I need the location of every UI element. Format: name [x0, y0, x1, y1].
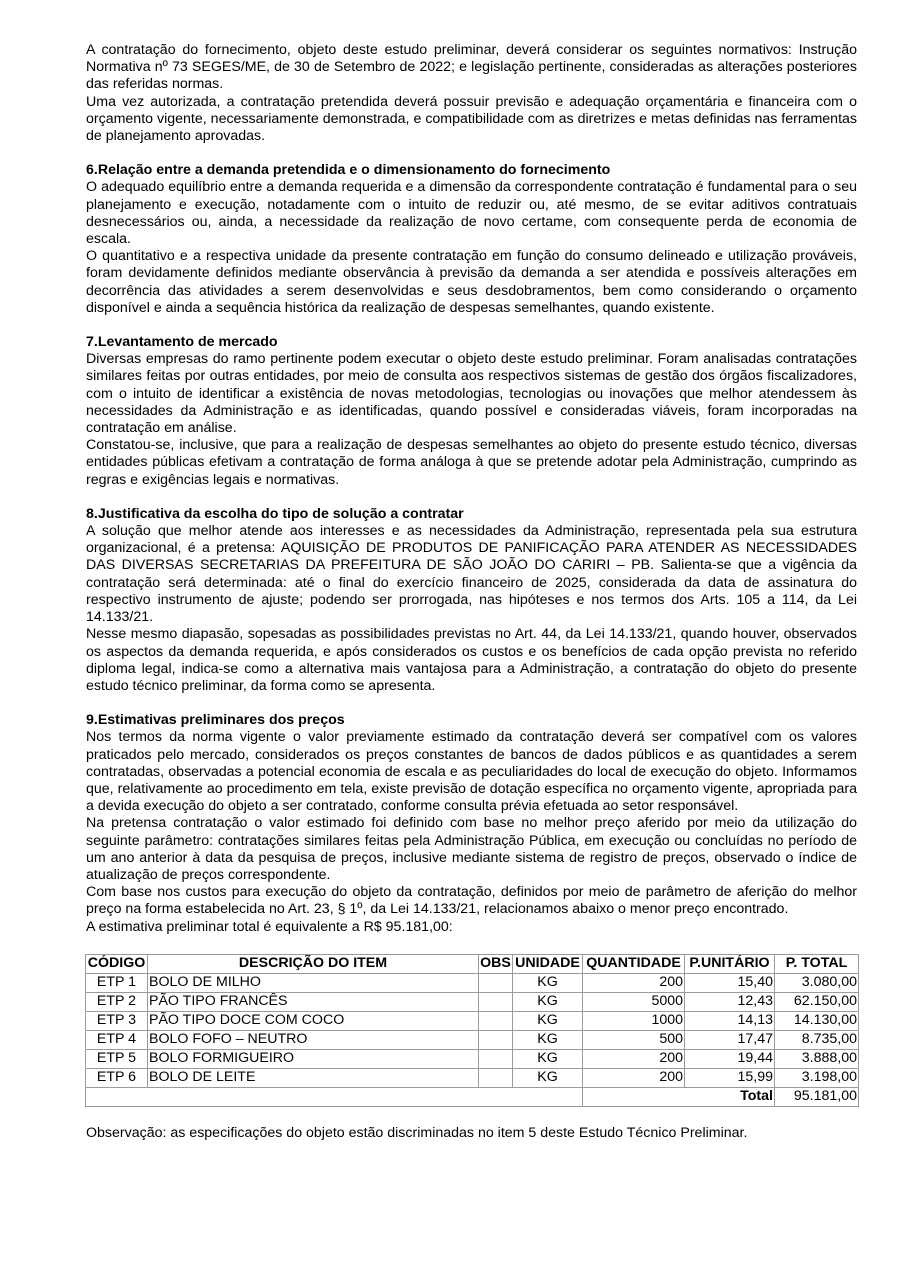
section-paragraph: Na pretensa contratação o valor estimado foi definido com base no melhor preço aferido por meio da utilização do seguinte parâmetro: contratações similares feitas pela Administração Pública, em execução ou concluídas no período de um ano anterior à data da pesquisa de preços, inclusive mediante sistema de registro de preços, observado o índice de atualização de preços correspondente. [86, 815, 857, 883]
section-paragraph: A estimativa preliminar total é equivalente a R$ 95.181,00: [86, 918, 453, 935]
code-cell: ETP 3 [86, 1011, 148, 1030]
unit-price-cell: 12,43 [685, 992, 775, 1011]
section-paragraph: O adequado equilíbrio entre a demanda requerida e a dimensão da correspondente contratação é fundamental para o seu planejamento e execução, notadamente com o intuito de reduzir ou, até mesmo, de se evitar aditivos contratuais desnecessários ou, ainda, a necessidade da realização de novo certame, com consequente perda de economia de escala. [86, 179, 857, 248]
header-cell: DESCRIÇÃO DO ITEM [148, 954, 479, 973]
section-paragraph: Diversas empresas do ramo pertinente podem executar o objeto deste estudo preliminar. Foram analisadas contratações similares feitas por outras entidades, por meio de consulta aos respectivos sistemas de gestão dos órgãos fiscalizadores, com o intuito de identificar a existência de novas metodologias, tecnologias ou inovações que melhor atendessem às necessidades da Administração e as identificadas, quando possível e consideradas viáveis, foram incorporadas na contratação em análise. [86, 351, 857, 437]
intro-paragraph: A contratação do fornecimento, objeto deste estudo preliminar, deverá considerar os seguintes normativos: Instrução Normativa nº 73 SEGES/ME, de 30 de Setembro de 2022; e legislação pertinente, consideradas as alterações posteriores das referidas normas. [86, 42, 857, 93]
obs-cell [479, 1030, 513, 1049]
section-paragraph: O quantitativo e a respectiva unidade da presente contratação em função do consumo delineado e utilização prováveis, foram devidamente definidos mediante observância à previsão da demanda a ser atendida e possíveis alterações em decorrência das atividades a serem desenvolvidas e seus desdobramentos, bem como considerando o orçamento disponível e ainda a sequência histórica da realização de despesas semelhantes, quando existente. [86, 248, 857, 316]
unit-cell: KG [513, 992, 583, 1011]
code-cell: ETP 1 [86, 973, 148, 992]
document-page [86, 42, 857, 1142]
obs-cell [479, 973, 513, 992]
description-cell: BOLO DE MILHO [148, 973, 479, 992]
total-price-cell: 3.080,00 [775, 973, 859, 992]
header-cell: P. TOTAL [775, 954, 859, 973]
unit-cell: KG [513, 1030, 583, 1049]
total-price-cell: 62.150,00 [775, 992, 859, 1011]
table-row [86, 1030, 859, 1049]
section-title: 6.Relação entre a demanda pretendida e o dimensionamento do fornecimento [86, 162, 611, 179]
section-title: 9.Estimativas preliminares dos preços [86, 712, 345, 729]
description-cell: BOLO FOFO – NEUTRO [148, 1030, 479, 1049]
obs-cell [479, 1011, 513, 1030]
total-value: 95.181,00 [775, 1087, 859, 1106]
intro-paragraph: Uma vez autorizada, a contratação pretendida deverá possuir previsão e adequação orçamentária e financeira com o orçamento vigente, necessariamente demonstrada, e compatibilidade com as diretrizes e metas definidas nas ferramentas de planejamento aprovadas. [86, 93, 857, 145]
description-cell: PÃO TIPO DOCE COM COCO [148, 1011, 479, 1030]
section-title: 7.Levantamento de mercado [86, 334, 278, 351]
total-price-cell: 3.888,00 [775, 1049, 859, 1068]
total-price-cell: 14.130,00 [775, 1011, 859, 1030]
table-row [86, 1049, 859, 1068]
code-cell: ETP 6 [86, 1068, 148, 1087]
total-label: Total [583, 1087, 775, 1106]
header-cell: P.UNITÁRIO [685, 954, 775, 973]
header-cell: QUANTIDADE [583, 954, 685, 973]
header-cell: OBS [480, 955, 511, 972]
total-price-cell: 3.198,00 [775, 1068, 859, 1087]
unit-price-cell: 19,44 [685, 1049, 775, 1068]
description-cell: BOLO DE LEITE [148, 1068, 479, 1087]
section-paragraph: Com base nos custos para execução do objeto da contratação, definidos por meio de parâmetro de aferição do melhor preço na forma estabelecida no Art. 23, § 1º, da Lei 14.133/21, relacionamos abaixo o menor preço encontrado. [86, 884, 857, 918]
quantity-cell: 500 [583, 1030, 685, 1049]
total-price-cell: 8.735,00 [775, 1030, 859, 1049]
table-row [86, 973, 859, 992]
section-paragraph: Constatou-se, inclusive, que para a realização de despesas semelhantes ao objeto do presente estudo técnico, diversas entidades públicas efetivam a contratação de forma análoga à que se pretende adotar pela Administração, cumprindo as regras e exigências legais e normativas. [86, 437, 857, 488]
unit-price-cell: 14,13 [685, 1011, 775, 1030]
unit-price-cell: 15,99 [685, 1068, 775, 1087]
quantity-cell: 1000 [583, 1011, 685, 1030]
description-cell: BOLO FORMIGUEIRO [148, 1049, 479, 1068]
quantity-cell: 200 [583, 1068, 685, 1087]
header-cell: CÓDIGO [86, 954, 148, 973]
quantity-cell: 200 [583, 973, 685, 992]
unit-cell: KG [513, 1049, 583, 1068]
blank-cell [86, 1087, 583, 1106]
obs-cell [479, 1049, 513, 1068]
table-row [86, 1011, 859, 1030]
section-paragraph: A solução que melhor atende aos interesses e as necessidades da Administração, representada pela sua estrutura organizacional, é a pretensa: AQUISIÇÃO DE PRODUTOS DE PANIFICAÇÃO PARA ATENDER AS NECESSIDADES DAS DIVERSAS SECRETARIAS DA PREFEITURA DE SÃO JOÃO DO CARIRI – PB. Salienta-se que a vigência da contratação será determinada: até o final do exercício financeiro de 2025, considerada da data de assinatura do respectivo instrumento de ajuste; podendo ser prorrogada, nas hipóteses e nos termos dos Arts. 105 a 114, da Lei 14.133/21. [86, 523, 857, 626]
code-cell: ETP 4 [86, 1030, 148, 1049]
price-estimate-table [85, 954, 859, 1107]
table-header-row [86, 954, 859, 973]
table-row [86, 1068, 859, 1087]
unit-price-cell: 17,47 [685, 1030, 775, 1049]
unit-cell: KG [513, 1011, 583, 1030]
header-cell: UNIDADE [513, 954, 583, 973]
code-cell: ETP 5 [86, 1049, 148, 1068]
unit-price-cell: 15,40 [685, 973, 775, 992]
section-paragraph: Nos termos da norma vigente o valor previamente estimado da contratação deverá ser compatível com os valores praticados pelo mercado, considerados os preços constantes de bancos de dados públicos e as quantidades a serem contratadas, observadas a potencial economia de escala e as peculiaridades do local de execução do objeto. Informamos que, relativamente ao procedimento em tela, existe previsão de dotação específica no orçamento vigente, apropriada para a devida execução do objeto a ser contratado, conforme consulta prévia efetuada ao setor responsável. [86, 729, 857, 815]
code-cell: ETP 2 [86, 992, 148, 1011]
observation-note: Observação: as especificações do objeto estão discriminadas no item 5 deste Estudo Técnico Preliminar. [86, 1124, 748, 1141]
unit-cell: KG [513, 973, 583, 992]
quantity-cell: 200 [583, 1049, 685, 1068]
table-total-row [86, 1087, 859, 1106]
unit-cell: KG [513, 1068, 583, 1087]
quantity-cell: 5000 [583, 992, 685, 1011]
description-cell: PÃO TIPO FRANCÊS [148, 992, 479, 1011]
section-paragraph: Nesse mesmo diapasão, sopesadas as possibilidades previstas no Art. 44, da Lei 14.133/21, quando houver, observados os aspectos da demanda requerida, e após considerados os custos e os benefícios de cada opção prevista no referido diploma legal, indica-se como a alternativa mais vantajosa para a Administração, a contratação do objeto do presente estudo técnico preliminar, da forma como se apresenta. [86, 626, 857, 694]
table-row [86, 992, 859, 1011]
section-title: 8.Justificativa da escolha do tipo de solução a contratar [86, 505, 464, 522]
obs-cell [479, 1068, 513, 1087]
obs-cell [479, 992, 513, 1011]
